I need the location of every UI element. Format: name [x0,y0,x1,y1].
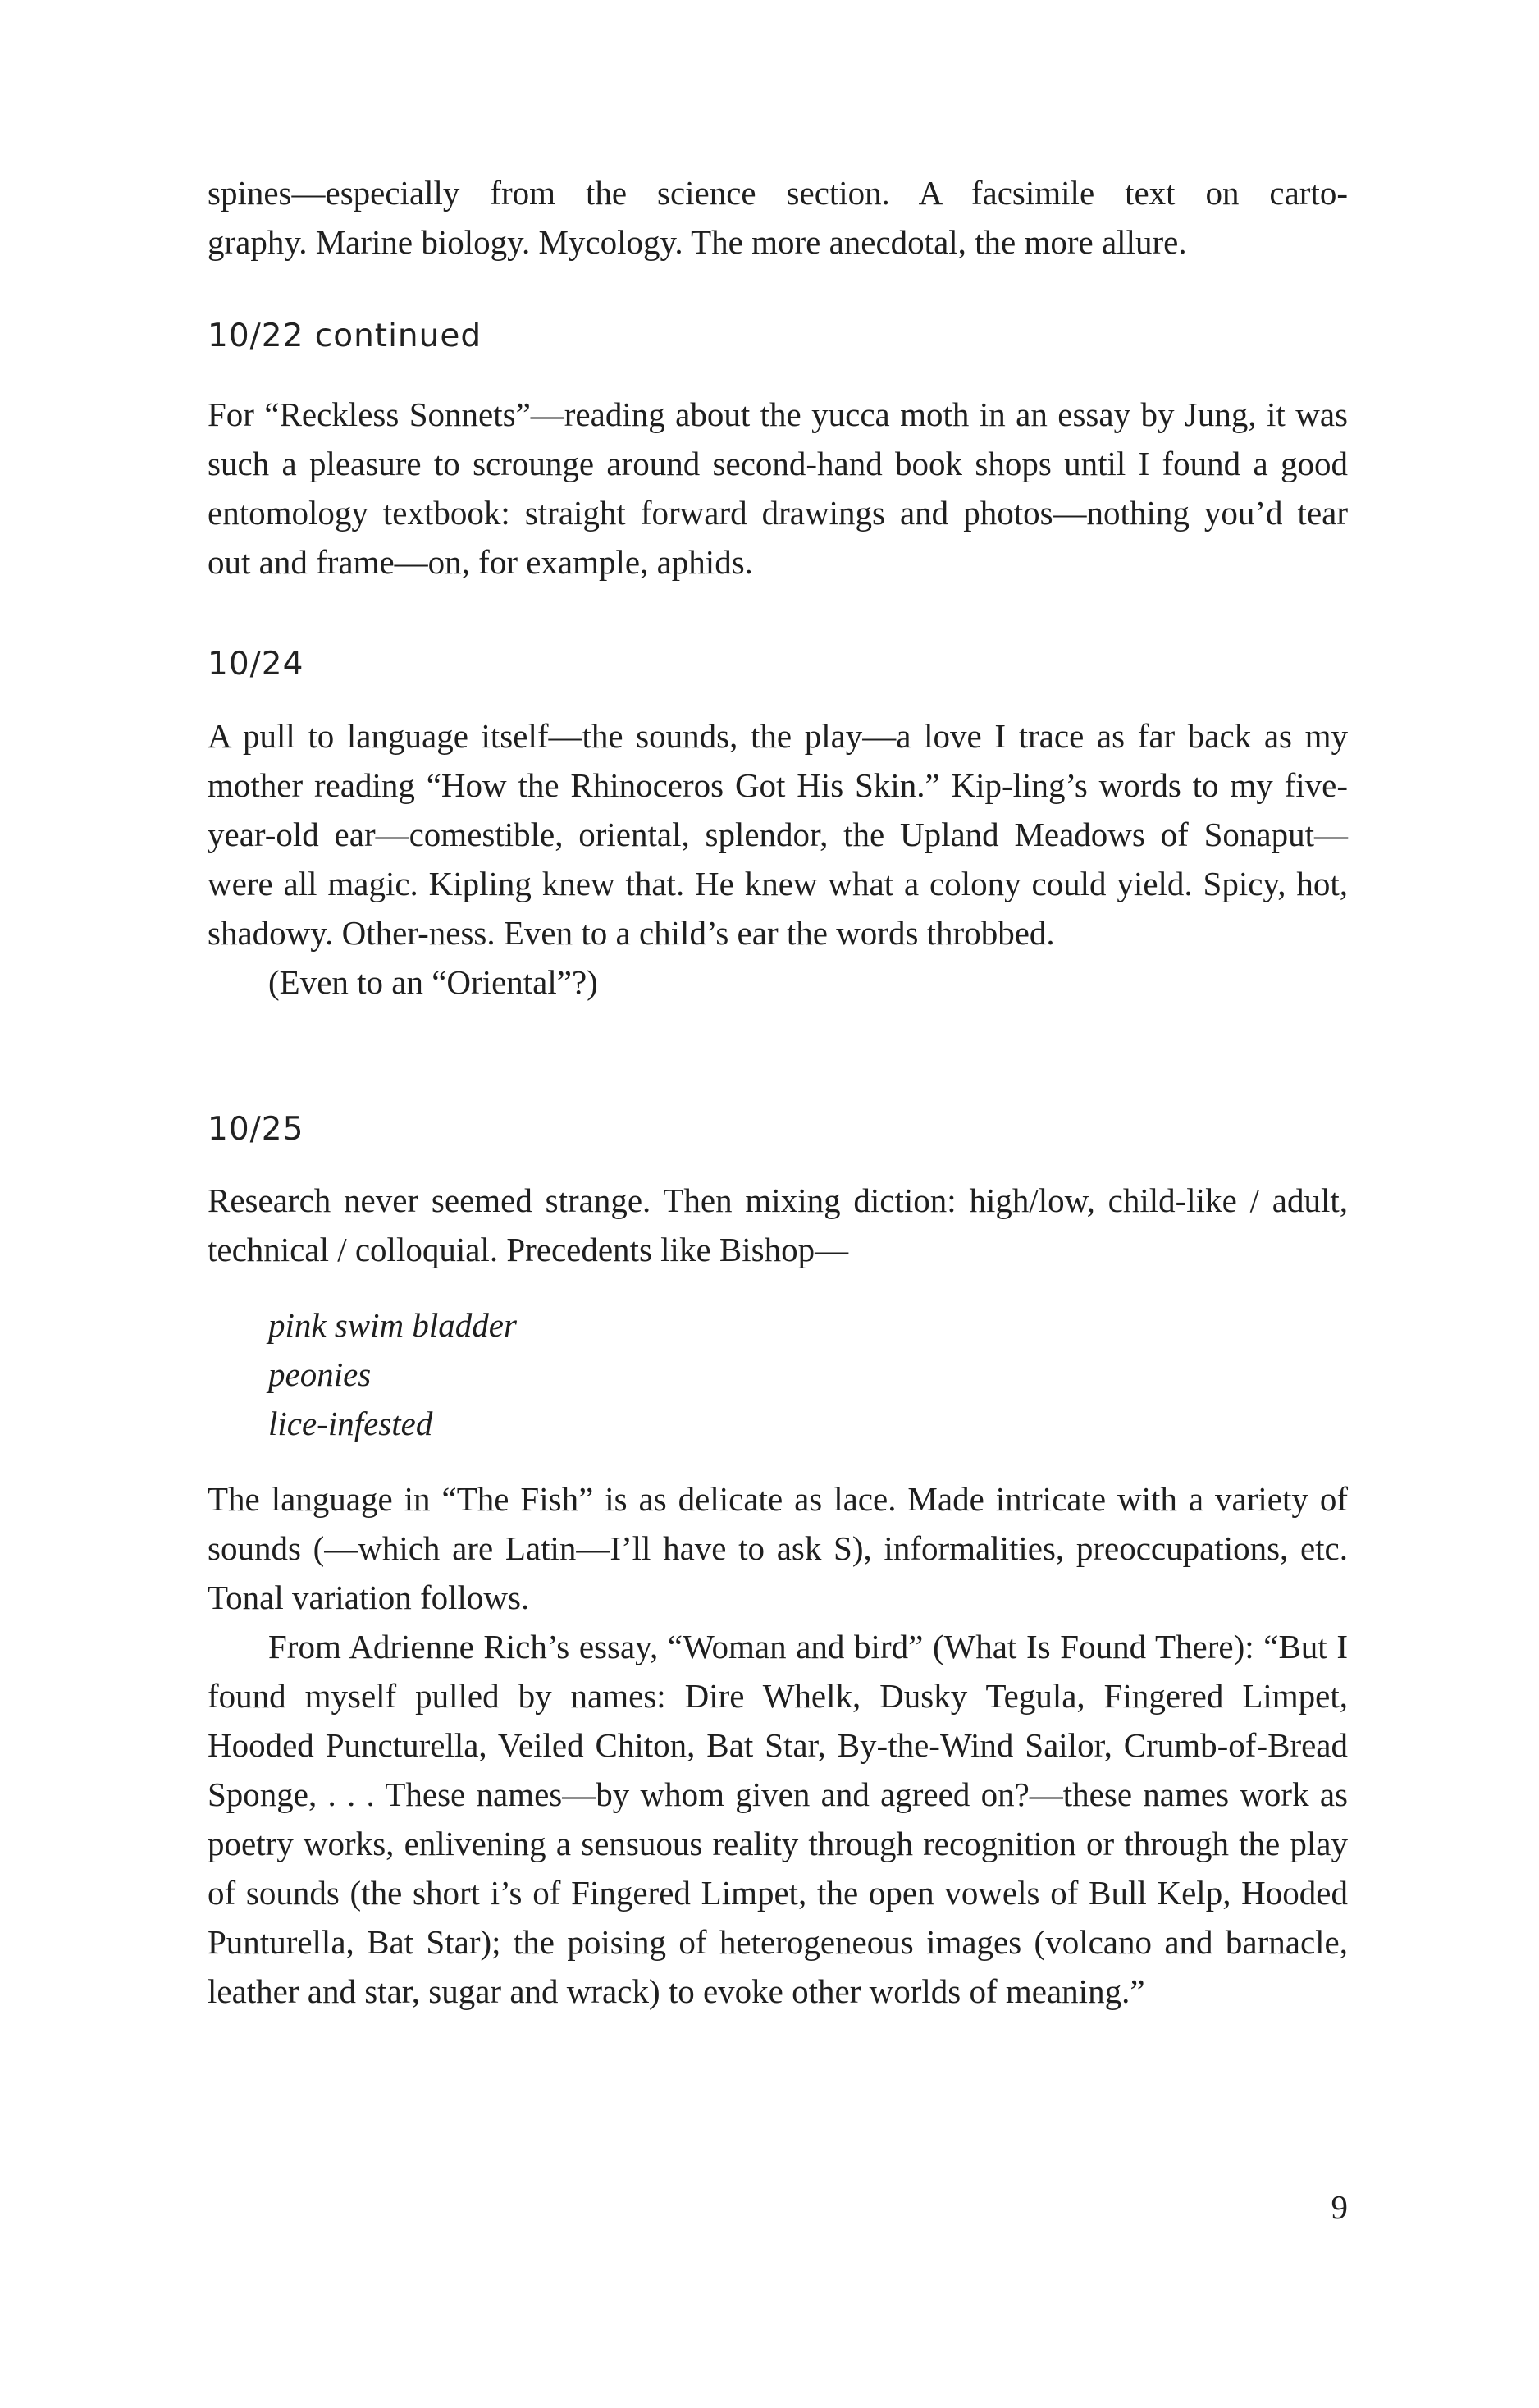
intro-paragraph [208,168,1348,267]
intro-line-2: graphy. Marine biology. Mycology. The more anecdotal, the more allure. [208,223,1187,261]
entry-heading-1025: 10/25 [208,1111,304,1148]
entry-paragraph-1024 [208,711,1348,1007]
entry-paragraph-1025 [208,1176,1348,1274]
aside-text: (Even to an “Oriental”?) [268,963,598,1001]
entry-heading-1024: 10/24 [208,646,304,683]
bishop-verse-quote [268,1300,517,1448]
verse-line: lice-infested [268,1405,433,1442]
paragraph-text: For “Reckless Sonnets”—reading about the yucca moth in an essay by Jung, it was such a pleasure to scrounge around second-hand book shops until I found a good entomology textbook: straight forward drawings and photos—nothing you’d tear out and frame—on, for example, aphids. [208,395,1348,581]
paragraph-text: The language in “The Fish” is as delicate as lace. Made intricate with a variety of sounds (—which are Latin—I’ll have to ask S), informalities, preoccupations, etc. Tonal variation follows. [208,1480,1348,1616]
intro-line-1: spines—especially from the science section. A facsimile text on carto- [208,174,1348,212]
paragraph-text: Research never seemed strange. Then mixing diction: high/low, child-like / adult, technical / colloquial. Precedents like Bishop— [208,1181,1348,1268]
verse-line: peonies [268,1355,372,1393]
entry-heading-1022: 10/22 continued [208,318,482,354]
paragraph-text: A pull to language itself—the sounds, the play—a love I trace as far back as my mother reading “How the Rhinoceros Got His Skin.” Kip-ling’s words to my five-year-old ear—comestible, oriental, splendor, the Upland Meadows of Sonaput—were all magic. Kipling knew that. He knew what a colony could yield. Spicy, hot, shadowy. Other-ness. Even to a child’s ear the words throbbed. [208,717,1348,952]
paragraph-text: From Adrienne Rich’s essay, “Woman and bird” (What Is Found There): “But I found myself pulled by names: Dire Whelk, Dusky Tegula, Fingered Limpet, Hooded Puncturella, Veiled Chiton, Bat Star, By-the-Wind Sailor, Crumb-of-Bread Sponge, . . . These names—by whom given and agreed on?—these names work as poetry works, enlivening a sensuous reality through recognition or through the play of sounds (the short i’s of Fingered Limpet, the open vowels of Bull Kelp, Hooded Punturella, Bat Star); the poising of heterogeneous images (volcano and barnacle, leather and star, sugar and wrack) to evoke other worlds of meaning.” [208,1628,1348,2010]
entry-paragraph-fish [208,1474,1348,2016]
entry-paragraph-1022 [208,390,1348,587]
page-number: 9 [1331,2188,1348,2226]
verse-line: pink swim bladder [268,1306,517,1344]
